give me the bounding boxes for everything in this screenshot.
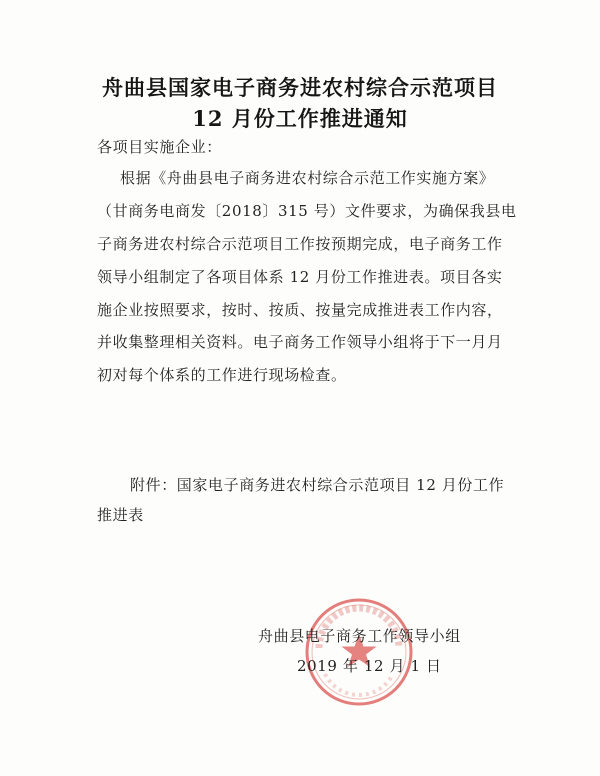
salutation: 各项目实施企业： <box>97 138 222 156</box>
body-paragraph-line: （甘商务电商发〔2018〕315 号）文件要求，为确保我县电 <box>97 202 517 220</box>
body-paragraph-line: 领导小组制定了各项目体系 12 月份工作推进表。项目各实 <box>97 268 503 286</box>
attachment-line-2: 推进表 <box>97 506 144 524</box>
signature-date: 2019 年 12 月 1 日 <box>297 657 442 675</box>
document-title-line-2: 12 月份工作推进通知 <box>192 106 408 131</box>
body-paragraph-line: 子商务进农村综合示范项目工作按预期完成，电子商务工作 <box>97 235 503 253</box>
document-title-line-1: 舟曲县国家电子商务进农村综合示范项目 <box>102 75 498 100</box>
signature-organization: 舟曲县电子商务工作领导小组 <box>258 627 461 645</box>
attachment-line-1: 附件：国家电子商务进农村综合示范项目 12 月份工作 <box>130 476 505 494</box>
body-paragraph-line: 初对每个体系的工作进行现场检查。 <box>97 366 347 384</box>
body-paragraph-line: 施企业按照要求，按时、按质、按量完成推进表工作内容， <box>97 301 503 319</box>
body-paragraph-line: 根据《舟曲县电子商务进农村综合示范工作实施方案》 <box>120 169 495 187</box>
body-paragraph-line: 并收集整理相关资料。电子商务工作领导小组将于下一月月 <box>97 333 503 351</box>
